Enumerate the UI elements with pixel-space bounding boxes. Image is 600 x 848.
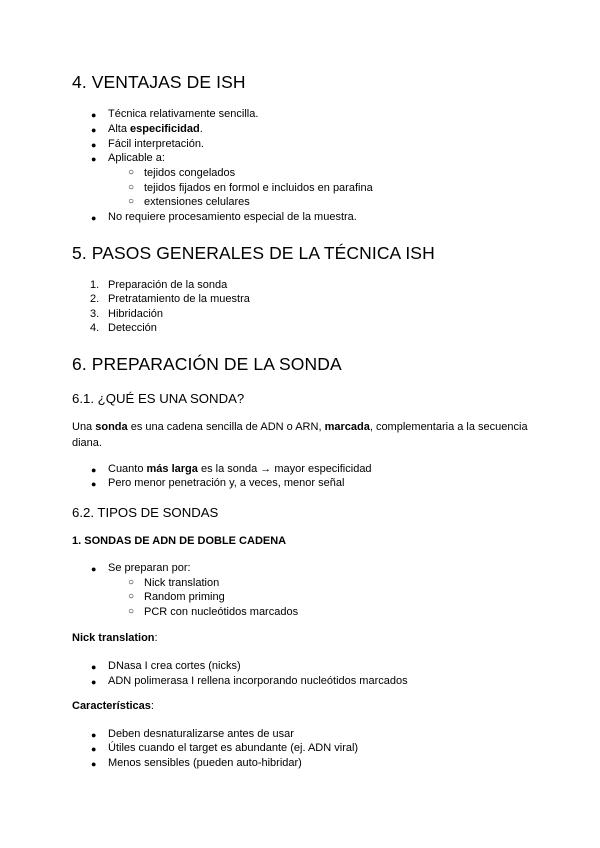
- circle-icon: ○: [128, 167, 135, 178]
- sub-list-item: [128, 590, 225, 604]
- list-item: [91, 137, 204, 151]
- label-colon: :: [150, 700, 154, 712]
- bullet-icon: ●: [91, 125, 97, 135]
- sub-list-item: [128, 195, 250, 209]
- bullet-icon: ●: [91, 465, 97, 475]
- list-item-bold-text: más larga: [146, 463, 198, 475]
- list-item-text: Aplicable a:: [108, 152, 165, 164]
- numbered-list-item: [90, 278, 228, 292]
- label-bold-text: Características: [72, 700, 151, 712]
- bullet-icon: ●: [91, 759, 97, 769]
- list-item-text: Se preparan por:: [108, 562, 191, 574]
- probe-type-heading: 1. SONDAS DE ADN DE DOBLE CADENA: [72, 535, 287, 547]
- list-item-text: Random priming: [144, 591, 225, 603]
- list-item-text: Pero menor penetración y, a veces, menor señal: [108, 477, 345, 489]
- list-item-text: Técnica relativamente sencilla.: [108, 108, 259, 120]
- paragraph-bold-text: sonda: [95, 421, 128, 433]
- list-item-text: DNasa I crea cortes (nicks): [108, 660, 241, 672]
- definition-paragraph: [72, 419, 532, 451]
- list-item: [91, 122, 203, 136]
- bullet-icon: ●: [91, 730, 97, 740]
- bullet-icon: ●: [91, 479, 97, 489]
- list-item: [91, 674, 408, 688]
- list-item-text: Nick translation: [144, 577, 220, 589]
- list-number: 3.: [90, 308, 100, 320]
- list-item: [91, 727, 294, 741]
- list-item-text: Alta: [108, 123, 131, 135]
- subsection-6-2-heading: 6.2. TIPOS DE SONDAS: [72, 505, 219, 520]
- list-item: [91, 210, 357, 224]
- section-5-heading: 5. PASOS GENERALES DE LA TÉCNICA ISH: [72, 243, 435, 263]
- circle-icon: ○: [128, 196, 135, 207]
- list-item: [91, 462, 372, 476]
- list-item-text: ADN polimerasa I rellena incorporando nucleótidos marcados: [108, 675, 408, 687]
- bullet-icon: ●: [91, 110, 97, 120]
- label-colon: :: [154, 632, 158, 644]
- list-item: [91, 107, 259, 121]
- caracteristicas-label: [72, 700, 154, 712]
- label-bold-text: Nick translation: [72, 632, 155, 644]
- numbered-list-item: [90, 321, 157, 335]
- bullet-icon: ●: [91, 154, 97, 164]
- list-item: [91, 756, 302, 770]
- list-item-text: Cuanto: [108, 463, 147, 475]
- bullet-icon: ●: [91, 140, 97, 150]
- paragraph-text: , complementaria a la secuencia diana.: [72, 421, 528, 449]
- list-item: [91, 741, 359, 755]
- list-item-text: PCR con nucleótidos marcados: [144, 606, 299, 618]
- list-number: 1.: [90, 279, 100, 291]
- list-item-text: Fácil interpretación.: [108, 138, 204, 150]
- list-item-text: Menos sensibles (pueden auto-hibridar): [108, 757, 302, 769]
- list-item-text: Útiles cuando el target es abundante (ej. ADN viral): [108, 742, 359, 754]
- section-4-heading: 4. VENTAJAS DE ISH: [72, 72, 246, 92]
- list-item-bold-text: especificidad: [130, 123, 200, 135]
- sub-list-item: [128, 181, 373, 195]
- subsection-6-1-heading: 6.1. ¿QUÉ ES UNA SONDA?: [72, 391, 245, 406]
- section-6-heading: 6. PREPARACIÓN DE LA SONDA: [72, 354, 342, 374]
- list-item-text: No requiere procesamiento especial de la muestra.: [108, 211, 357, 223]
- list-item: [91, 476, 345, 490]
- list-item-text: tejidos fijados en formol e incluidos en parafina: [144, 182, 373, 194]
- circle-icon: ○: [128, 577, 135, 588]
- paragraph-text: es una cadena sencilla de ADN o ARN,: [127, 421, 325, 433]
- list-item-text: Deben desnaturalizarse antes de usar: [108, 728, 294, 740]
- circle-icon: ○: [128, 591, 135, 602]
- bullet-icon: ●: [91, 662, 97, 672]
- list-number: 2.: [90, 293, 100, 305]
- paragraph-bold-text: marcada: [324, 421, 370, 433]
- sub-list-item: [128, 166, 236, 180]
- numbered-list-item: [90, 307, 164, 321]
- bullet-icon: ●: [91, 213, 97, 223]
- list-item: [91, 659, 241, 673]
- list-item-text: Pretratamiento de la muestra: [108, 293, 250, 305]
- list-item: [91, 151, 165, 165]
- list-item-text: Hibridación: [108, 308, 164, 320]
- bullet-icon: ●: [91, 564, 97, 574]
- nick-translation-label: [72, 632, 158, 644]
- list-item-text: Detección: [108, 322, 157, 334]
- list-number: 4.: [90, 322, 100, 334]
- bullet-icon: ●: [91, 744, 97, 754]
- list-item-text: .: [199, 123, 203, 135]
- list-item-text: tejidos congelados: [144, 167, 236, 179]
- list-item-text: extensiones celulares: [144, 196, 250, 208]
- sub-list-item: [128, 576, 220, 590]
- paragraph-text: Una: [72, 421, 96, 433]
- list-item-text: Preparación de la sonda: [108, 279, 228, 291]
- list-item: [91, 561, 191, 575]
- sub-list-item: [128, 605, 299, 619]
- list-item-text: es la sonda → mayor especificidad: [197, 463, 372, 475]
- numbered-list-item: [90, 292, 250, 306]
- circle-icon: ○: [128, 606, 135, 617]
- circle-icon: ○: [128, 182, 135, 193]
- bullet-icon: ●: [91, 677, 97, 687]
